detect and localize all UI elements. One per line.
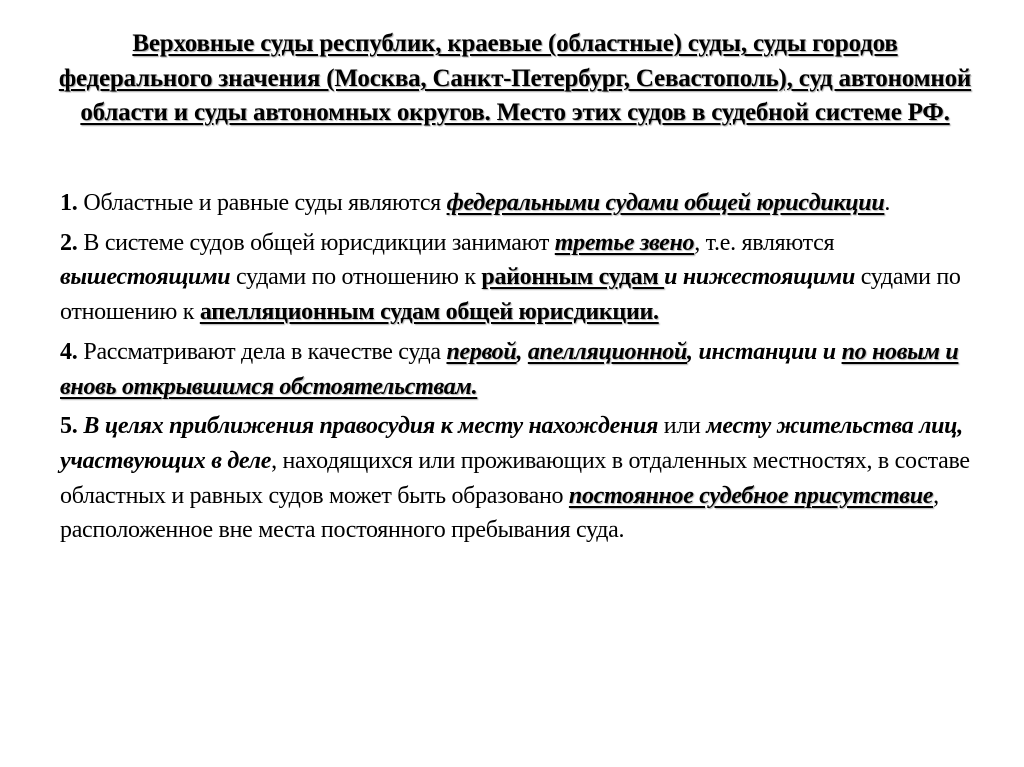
item-emphasis: вышестоящими (60, 264, 231, 291)
item-text: Рассматривают дела в качестве суда (83, 338, 447, 365)
item-text: или (658, 413, 707, 440)
item-text: , расположенное вне места постоянного пребывания суда. (60, 482, 939, 544)
item-emphasis: по новым и вновь открывшимся обстоятельствам. (60, 338, 959, 400)
item-emphasis: апелляционной (527, 338, 688, 365)
item-emphasis: третье звено (554, 229, 695, 256)
item-text: . (884, 190, 891, 216)
list-item-5 (60, 409, 970, 548)
item-emphasis: , инстанции и (687, 338, 842, 365)
item-text: Областные и равные суды являются (83, 190, 447, 216)
item-emphasis: первой (446, 338, 517, 365)
list-item-2 (60, 226, 970, 330)
list-item-1 (60, 186, 970, 221)
item-text: В системе судов общей юрисдикции занимают (83, 229, 555, 256)
item-text: судами по отношению к (230, 264, 482, 291)
item-emphasis: федеральными судами общей юрисдикции (446, 190, 885, 216)
item-text: судами по отношению к (60, 264, 961, 326)
item-emphasis: районным судам (481, 264, 665, 291)
item-number: 5. (60, 413, 78, 440)
item-text: , находящихся или проживающих в отдаленных местностях, в составе областных и равных судов может быть образовано (60, 447, 970, 509)
item-number: 1. (60, 190, 78, 216)
slide-title: Верховные суды республик, краевые (областные) суды, суды городов федерального значения (Москва, Санкт-Петербург, Севастополь), суд автономной области и суды автономных округов. Место этих судов в судебной системе РФ. (58, 30, 972, 126)
item-emphasis: месту жительства лиц, участвующих в деле (60, 413, 963, 474)
list-item-4 (60, 335, 970, 404)
item-text: , т.е. являются (694, 229, 835, 256)
item-number: 4. (60, 338, 78, 365)
item-emphasis: , (516, 338, 528, 365)
item-emphasis: В целях приближения правосудия к месту нахождения (83, 413, 659, 440)
item-emphasis: апелляционным судам общей юрисдикции. (199, 299, 659, 326)
item-emphasis: постоянное судебное присутствие (568, 482, 934, 509)
item-number: 2. (60, 229, 78, 256)
item-emphasis: и нижестоящими (664, 264, 855, 291)
slide-body (60, 186, 970, 553)
